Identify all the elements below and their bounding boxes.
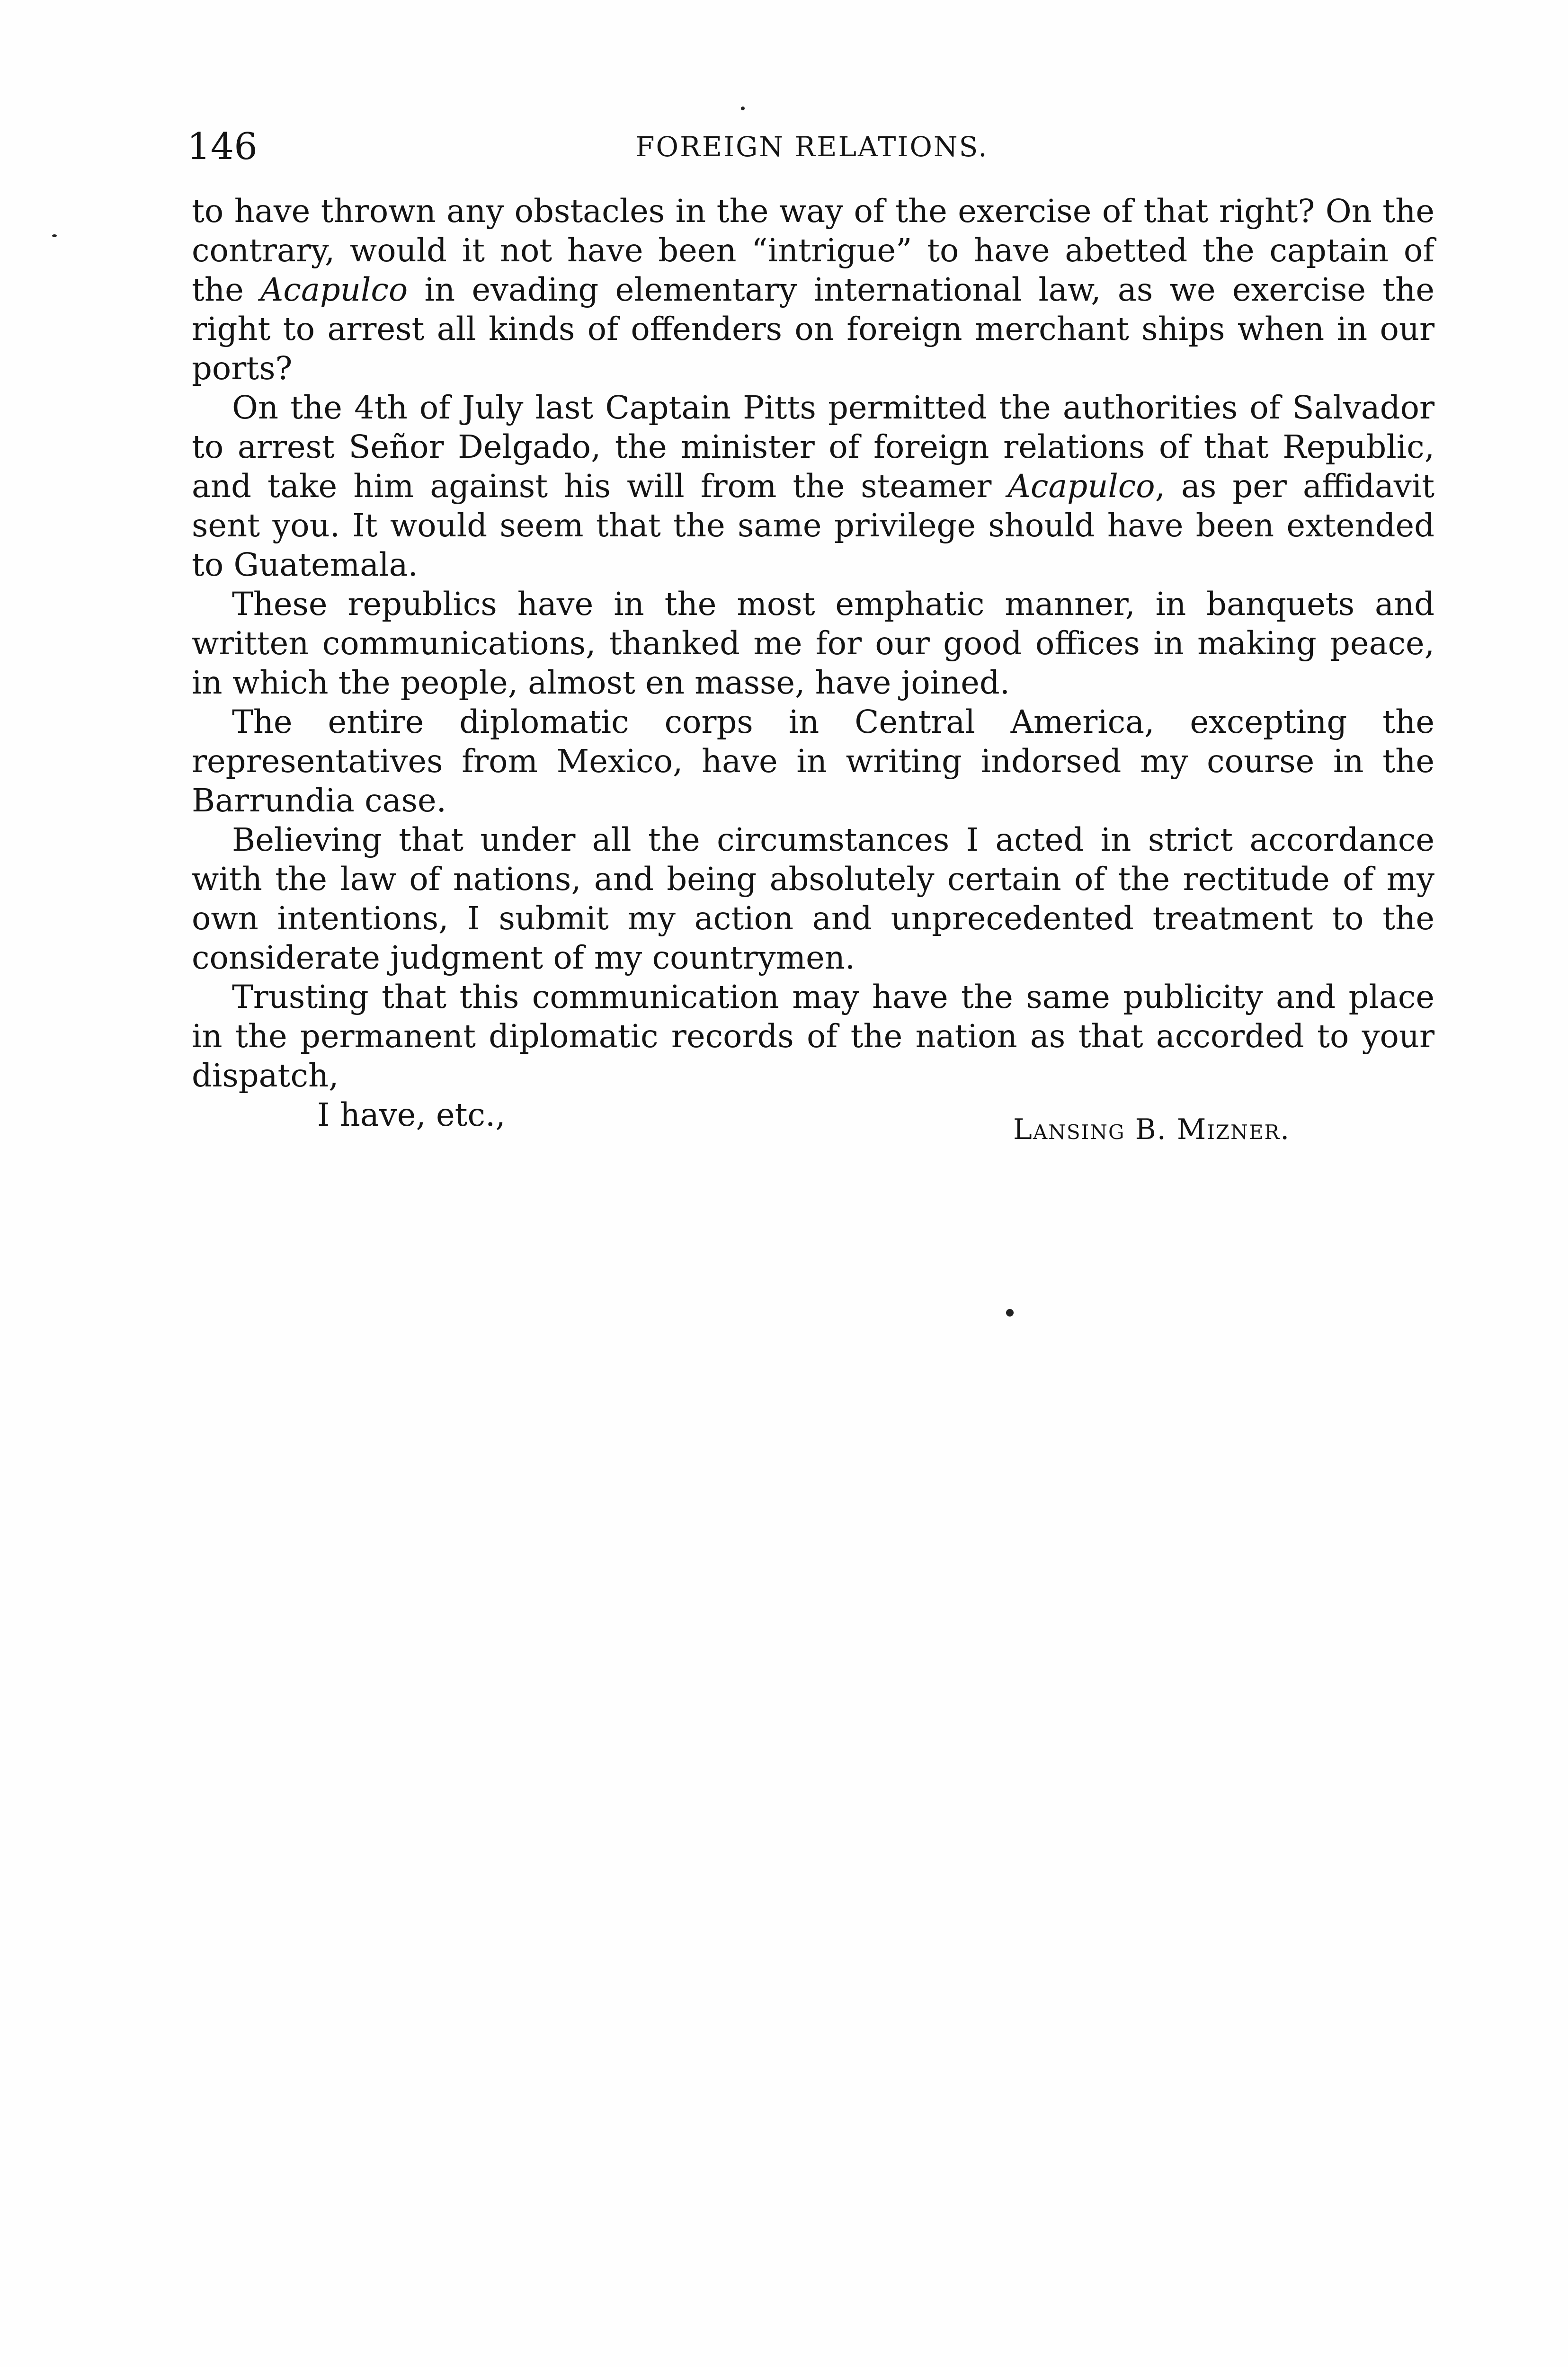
paragraph-4: The entire diplomatic corps in Central America, excepting the representatives from Mexico, have in writing indorsed my course in the Barrundia case. bbox=[192, 703, 1434, 819]
running-head: FOREIGN RELATIONS. bbox=[635, 131, 989, 163]
paragraph-3: These republics have in the most emphatic manner, in banquets and written communications, thanked me for our good offices in making peace, in which the people, almost en masse, have joined. bbox=[192, 586, 1434, 701]
paragraph-2: On the 4th of July last Captain Pitts permitted the authorities of Salvador to arrest Señor Delgado, the minister of foreign relations of that Republic, and take him against his will from the steamer Acapulco, as per affidavit sent you. It would seem that the same privilege should have been extended to Guatemala. bbox=[192, 389, 1434, 583]
paragraph-6: Trusting that this communication may have the same publicity and place in the permanent diplomatic records of the nation as that accorded to your dispatch, bbox=[192, 979, 1434, 1094]
closing-line: I have, etc., bbox=[317, 1096, 506, 1133]
signature: Lansing B. Mizner. bbox=[1013, 1113, 1291, 1146]
scan-speck bbox=[52, 234, 57, 237]
scan-speck bbox=[1006, 1309, 1014, 1317]
scan-speck bbox=[741, 107, 745, 110]
page-number: 146 bbox=[187, 125, 258, 168]
page-header bbox=[187, 121, 1437, 173]
paragraph-5: Believing that under all the circumstances I acted in strict accordance with the law of nations, and being absolutely certain of the rectitude of my own intentions, I submit my action and unprecedented treatment to the considerate judgment of my countrymen. bbox=[192, 821, 1434, 976]
body-text bbox=[192, 192, 1434, 1135]
paragraph-1: to have thrown any obstacles in the way of the exercise of that right? On the contrary, would it not have been “intrigue” to have abetted the captain of the Acapulco in evading elementary international law, as we exercise the right to arrest all kinds of offenders on foreign merchant ships when in our ports? bbox=[192, 193, 1434, 387]
